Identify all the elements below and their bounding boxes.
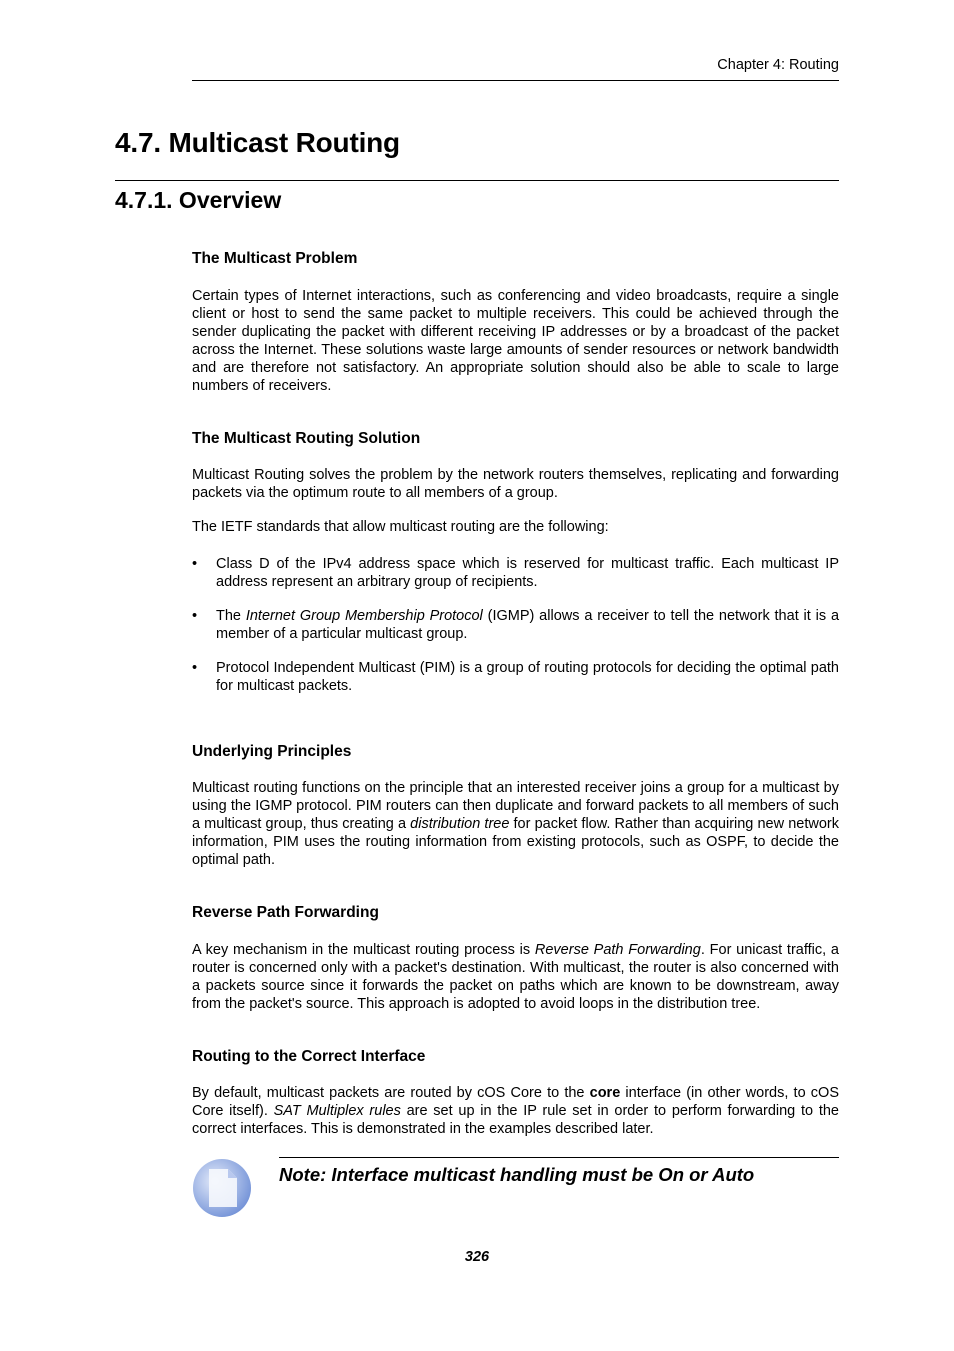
list-item bbox=[192, 607, 839, 643]
list-item-text: Class D of the IPv4 address space which is reserved for multicast traffic. Each multicast IP address represent an arbitrary group of recipients. bbox=[216, 556, 839, 591]
paragraph-correct-interface bbox=[192, 1084, 839, 1138]
bullet-glyph: • bbox=[192, 556, 198, 572]
heading-multicast-problem: The Multicast Problem bbox=[192, 250, 358, 267]
note-rule bbox=[279, 1157, 839, 1158]
text-run: By default, multicast packets are routed by cOS Core to the bbox=[192, 1085, 590, 1101]
section-title-rule bbox=[115, 180, 839, 181]
heading-routing-solution: The Multicast Routing Solution bbox=[192, 430, 421, 447]
list-item bbox=[192, 659, 839, 695]
paragraph-underlying-principles bbox=[192, 779, 839, 869]
text-run: The bbox=[216, 608, 246, 624]
text-run: Multicast routing functions on the principle that an interested receiver joins a group for a multicast by using the IGMP protocol. PIM routers can then duplicate and forward packets to all members of such a multicast group, thus creating a bbox=[192, 780, 839, 833]
heading-underlying-principles: Underlying Principles bbox=[192, 743, 352, 760]
text-run: for packet flow. Rather than acquiring new network information, PIM uses the routing information from existing protocols, such as OSPF, to decide the optimal path. bbox=[192, 816, 839, 869]
bullet-glyph: • bbox=[192, 608, 198, 624]
note-icon bbox=[190, 1156, 254, 1220]
running-head: Chapter 4: Routing bbox=[717, 57, 839, 73]
paragraph-ietf-intro: The IETF standards that allow multicast routing are the following: bbox=[192, 519, 609, 535]
strong-core: core bbox=[589, 1085, 621, 1101]
subsection-title: 4.7.1. Overview bbox=[115, 187, 282, 213]
emphasis-sat-multiplex-rules: SAT Multiplex rules bbox=[273, 1103, 401, 1120]
list-item-text bbox=[216, 607, 839, 643]
text-run: are set up in the IP rule set in order to perform forwarding to the correct interfaces. This is demonstrated in the examples described later. bbox=[192, 1103, 839, 1138]
bullet-glyph: • bbox=[192, 660, 198, 676]
header-rule bbox=[192, 80, 839, 81]
note-icon-graphic bbox=[190, 1156, 254, 1220]
page-number: 326 bbox=[464, 1249, 490, 1265]
paragraph-routing-solution: Multicast Routing solves the problem by the network routers themselves, replicating and forwarding packets via the optimum route to all members of a group. bbox=[192, 467, 839, 502]
text-run: interface (in other words, to cOS Core itself). bbox=[192, 1085, 839, 1120]
emphasis-reverse-path-forwarding: Reverse Path Forwarding bbox=[534, 942, 701, 958]
heading-reverse-path-forwarding: Reverse Path Forwarding bbox=[192, 904, 379, 921]
emphasis-igmp: Internet Group Membership Protocol bbox=[245, 608, 483, 624]
section-title: 4.7. Multicast Routing bbox=[115, 127, 400, 158]
heading-correct-interface: Routing to the Correct Interface bbox=[192, 1048, 426, 1065]
paragraph-multicast-problem: Certain types of Internet interactions, such as conferencing and video broadcasts, require a single client or host to send the same packet to multiple receivers. This could be achieved through the sender duplicating the packet with different receiving IP addresses or by a broadcast of the packet across the Internet. These solutions waste large amounts of sender resources or network bandwidth and are therefore not satisfactory. An appropriate solution should also be able to scale to large numbers of receivers. bbox=[192, 288, 839, 395]
text-run: . For unicast traffic, a router is concerned only with a packet's destination. With multicast, the router is also concerned with a packets source since it forwards the packet on paths which are known to be downstream, away from the packet's source. This approach is adopted to avoid loops in the distribution tree. bbox=[192, 942, 839, 1013]
paragraph-reverse-path-forwarding bbox=[192, 941, 839, 1013]
text-run: A key mechanism in the multicast routing process is bbox=[192, 942, 535, 958]
list-item bbox=[192, 555, 839, 591]
text-run: (IGMP) allows a receiver to tell the network that it is a member of a particular multicast group. bbox=[216, 608, 840, 643]
note-title: Note: Interface multicast handling must be On or Auto bbox=[279, 1164, 755, 1185]
list-item-text: Protocol Independent Multicast (PIM) is a group of routing protocols for deciding the optimal path for multicast packets. bbox=[216, 660, 839, 695]
emphasis-distribution-tree: distribution tree bbox=[410, 816, 510, 833]
